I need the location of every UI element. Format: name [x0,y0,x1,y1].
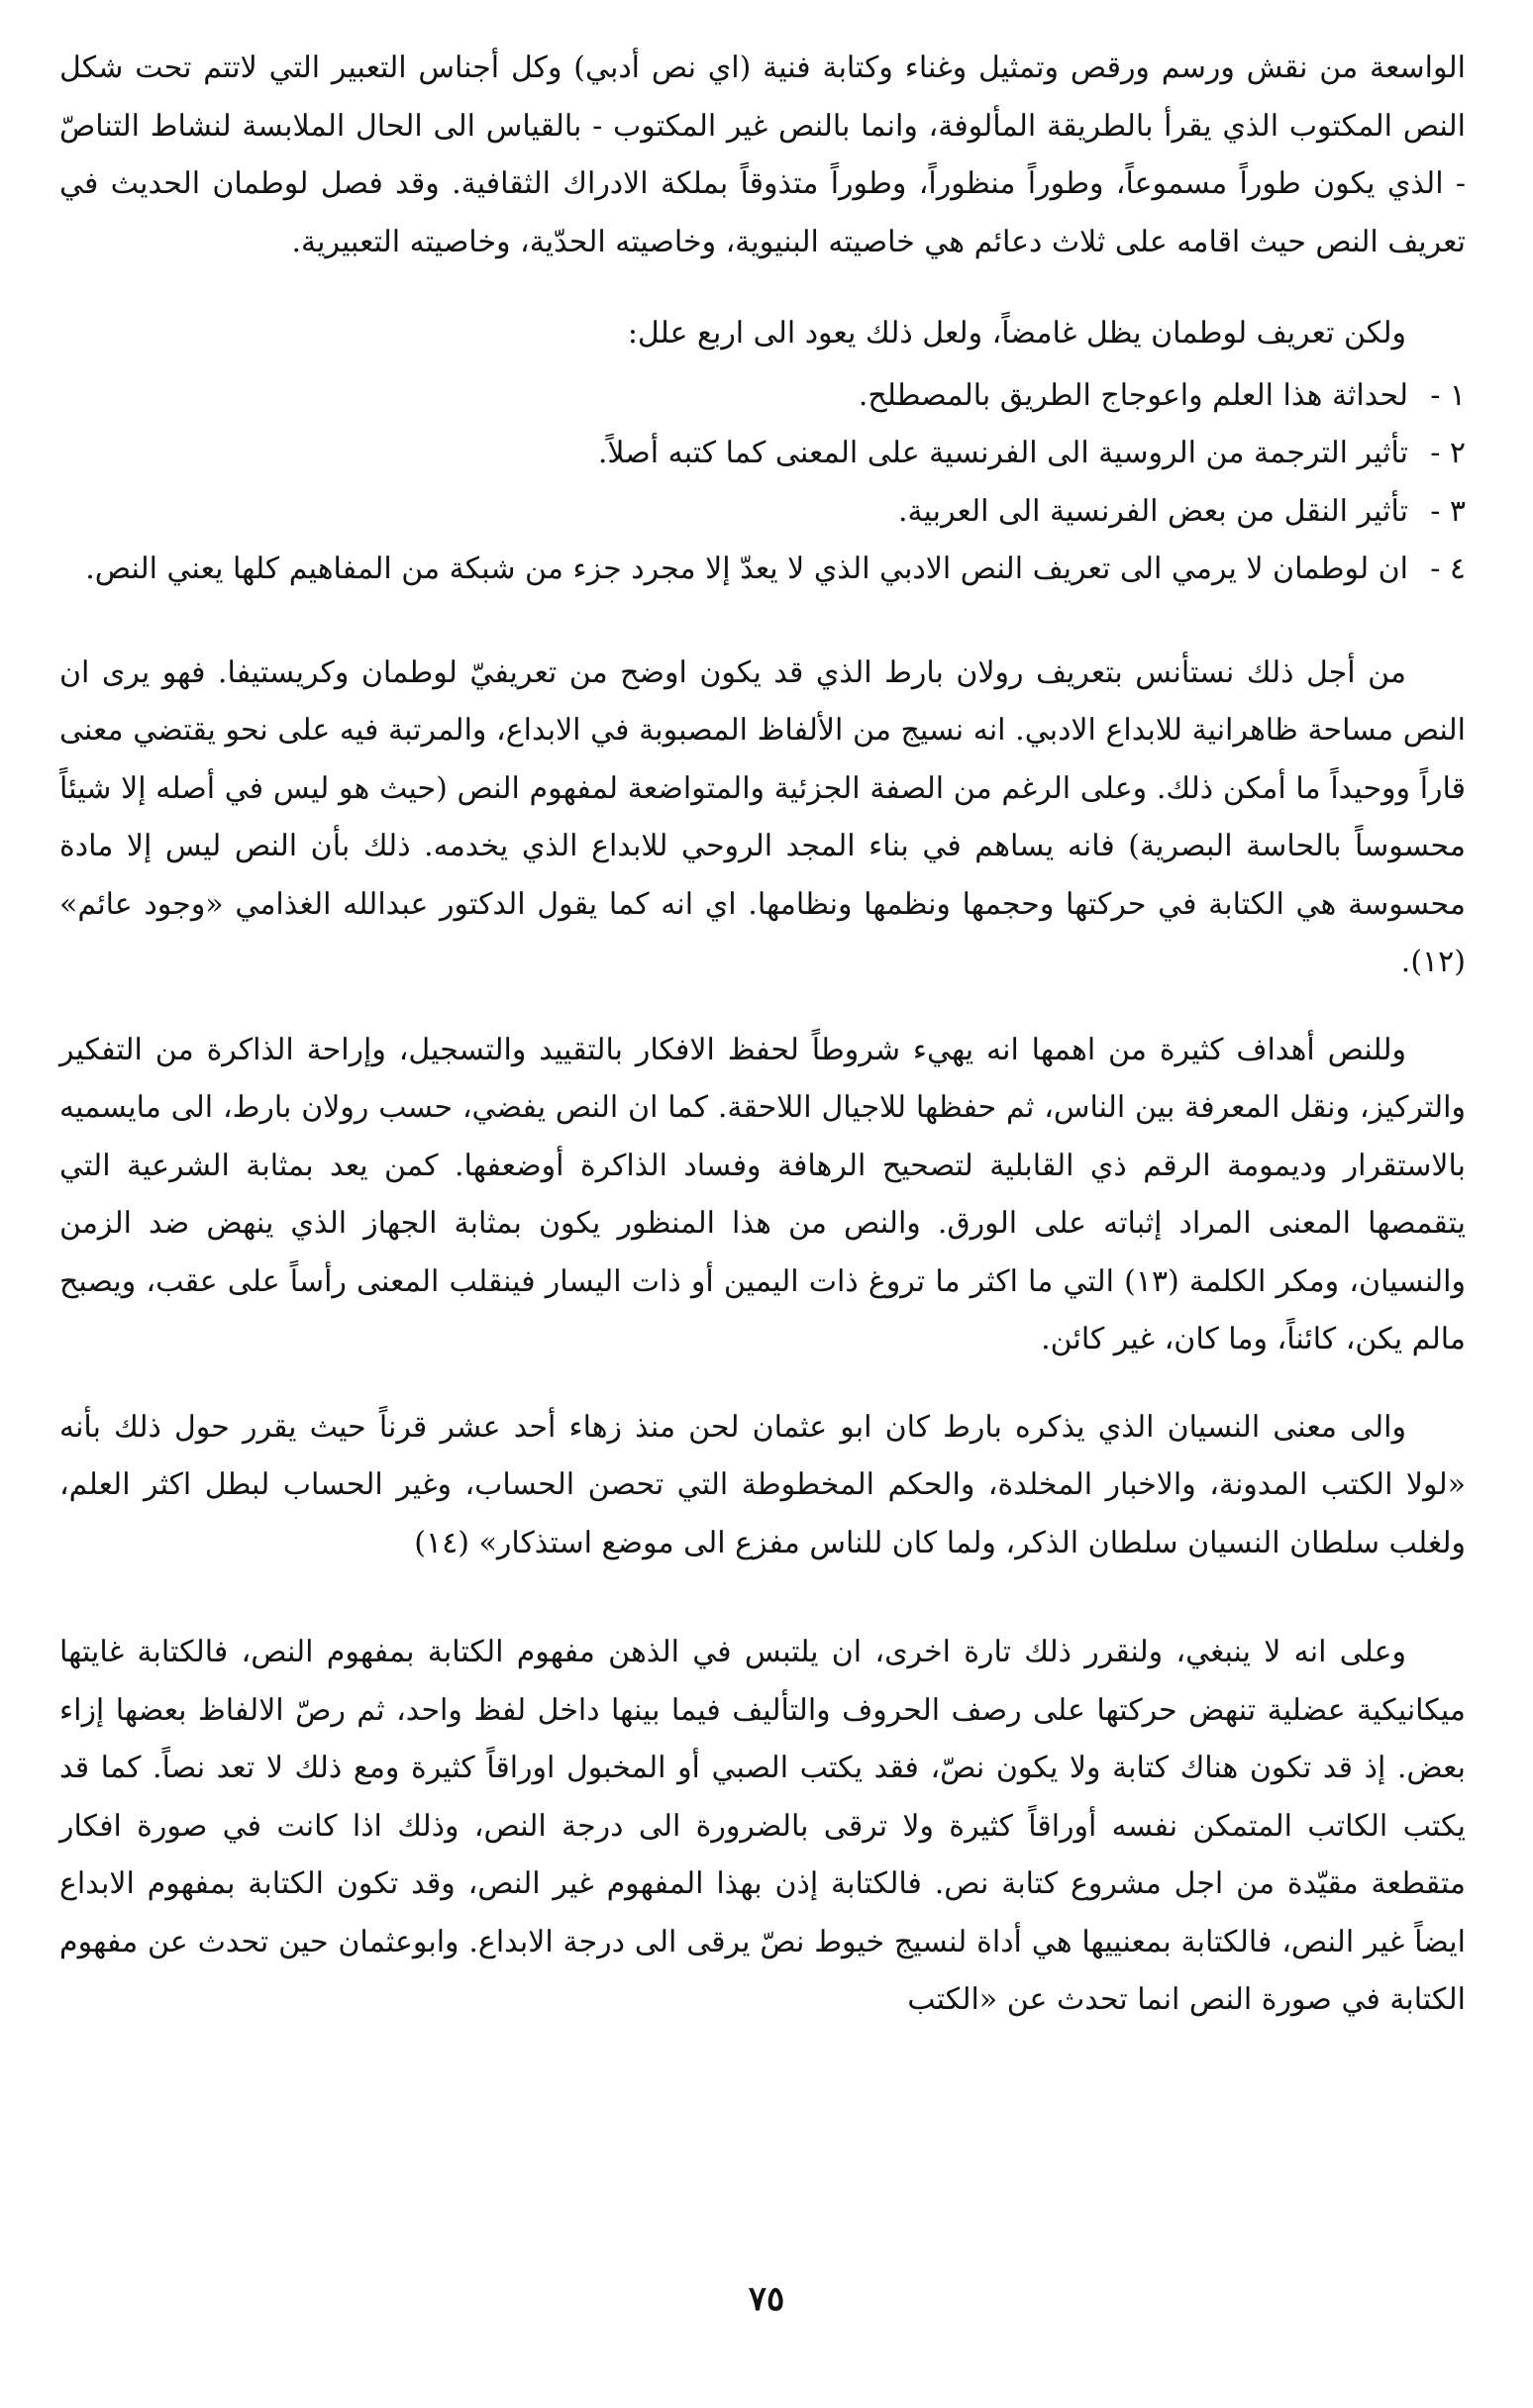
list-item-text: ان لوطمان لا يرمي الى تعريف النص الادبي الذي لا يعدّ إلا مجرد جزء من شبكة من المفاهيم كلها يعني النص. [85,552,1408,586]
list-item-number: ٤ - [1430,552,1466,586]
paragraph-forgetting: والى معنى النسيان الذي يذكره بارط كان ابو عثمان لحن منذ زهاء أحد عشر قرناً حيث يقرر حول ذلك بأنه «لولا الكتب المدونة، والاخبار المخلدة، والحكم المخطوطة التي تحصن الحساب، وغير الحساب لبطل اكثر العلم، ولغلب سلطان النسيان سلطان الذكر، ولما كان للناس مفزع الى موضع استذكار» (١٤) [59,1409,1466,1560]
list-item-text: تأثير النقل من بعض الفرنسية الى العربية. [897,493,1408,529]
list-item [59,425,1466,483]
reasons-list [59,367,1466,599]
list-intro: ولكن تعريف لوطمان يظل غامضاً، ولعل ذلك يعود الى اربع علل: [627,316,1406,351]
paragraph-writing-vs-text: وعلى انه لا ينبغي، ولنقرر ذلك تارة اخرى، ان يلتبس في الذهن مفهوم الكتابة بمفهوم النص، فالكتابة غايتها ميكانيكية عضلية تنهض حركتها على رصف الحروف والتأليف فيما بينها داخل لفظ واحد، ثم رصّ الالفاظ بعضها إزاء بعض. إذ قد تكون هناك كتابة ولا يكون نصّ، فقد يكتب الصبي أو المخبول اوراقاً كثيرة ومع ذلك لا تعد نصاً. كما قد يكتب الكاتب المتمكن نفسه أوراقاً كثيرة ولا ترقى بالضرورة الى درجة النص، وذلك اذا كانت في صورة افكار متقطعة مقيّدة من اجل مشروع كتابة نص. فالكتابة إذن بهذا المفهوم غير النص، وقد تكون الكتابة بمفهوم الابداع ايضاً غير النص، فالكتابة بمعنييها هي أداة لنسيج خيوط نصّ يرقى الى درجة الابداع. وابوعثمان حين تحدث عن مفهوم الكتابة في صورة النص انما تحدث عن «الكتب [59,1635,1466,2017]
list-item-number: ١ - [1430,377,1466,413]
list-item-number: ٢ - [1430,436,1466,470]
page-body [59,40,1466,2059]
page-number: ٧٥ [748,2279,785,2319]
list-item-number: ٣ - [1430,493,1466,529]
list-item-text: تأثير الترجمة من الروسية الى الفرنسية على المعنى كما كتبه أصلاً. [597,436,1408,470]
paragraph-text-goals: وللنص أهداف كثيرة من اهمها انه يهيء شروطاً لحفظ الافكار بالتقييد والتسجيل، وإراحة الذاكرة من التفكير والتركيز، ونقل المعرفة بين الناس، ثم حفظها للاجيال اللاحقة. كما ان النص يفضي، حسب رولان بارط، الى مايسميه بالاستقرار وديمومة الرقم ذي القابلية لتصحيح الرهافة وفساد الذاكرة أوضعفها. كمن يعد بمثابة الشرعية التي يتقمصها المعنى المراد إثباته على الورق. والنص من هذا المنظور يكون بمثابة الجهاز الذي ينهض ضد الزمن والنسيان، ومكر الكلمة (١٣) التي ما اكثر ما تروغ ذات اليمين أو ذات اليسار فينقلب المعنى رأساً على عقب، ويصبح مالم يكن، كائناً، وما كان، غير كائن. [59,1032,1466,1356]
list-item [59,541,1466,599]
list-item-text: لحداثة هذا العلم واعوجاج الطريق بالمصطلح. [858,377,1408,413]
paragraph-barthes-definition: من أجل ذلك نستأنس بتعريف رولان بارط الذي قد يكون اوضح من تعريفيّ لوطمان وكريستيفا. فهو يرى ان النص مساحة ظاهرانية للابداع الادبي. انه نسيج من الألفاظ المصبوبة في الابداع، والمرتبة فيه على نحو يقتضي معنى قاراً ووحيداً ما أمكن ذلك. وعلى الرغم من الصفة الجزئية والمتواضعة لمفهوم النص (حيث هو ليس في أصله إلا شيئاً محسوساً بالحاسة البصرية) فانه يساهم في بناء المجد الروحي للابداع الذي يخدمه. ذلك بأن النص ليس إلا مادة محسوسة هي الكتابة في حركتها وحجمها ونظمها ونظامها. اي انه كما يقول الدكتور عبدالله الغذامي «وجود عائم» (١٢). [59,654,1466,979]
paragraph-continuation: الواسعة من نقش ورسم ورقص وتمثيل وغناء وكتابة فنية (اي نص أدبي) وكل أجناس التعبير التي لاتتم تحت شكل النص المكتوب الذي يقرأ بالطريقة المألوفة، وانما بالنص غير المكتوب - بالقياس الى الحال الملابسة لنشاط التناصّ - الذي يكون طوراً مسموعاً، وطوراً منظوراً، وطوراً متذوقاً بملكة الادراك الثقافية. وقد فصل لوطمان الحديث في تعريف النص حيث اقامه على ثلاث دعائم هي خاصيته البنيوية، وخاصيته الحدّية، وخاصيته التعبيرية. [59,50,1466,259]
list-item [59,367,1466,426]
list-item [59,483,1466,542]
